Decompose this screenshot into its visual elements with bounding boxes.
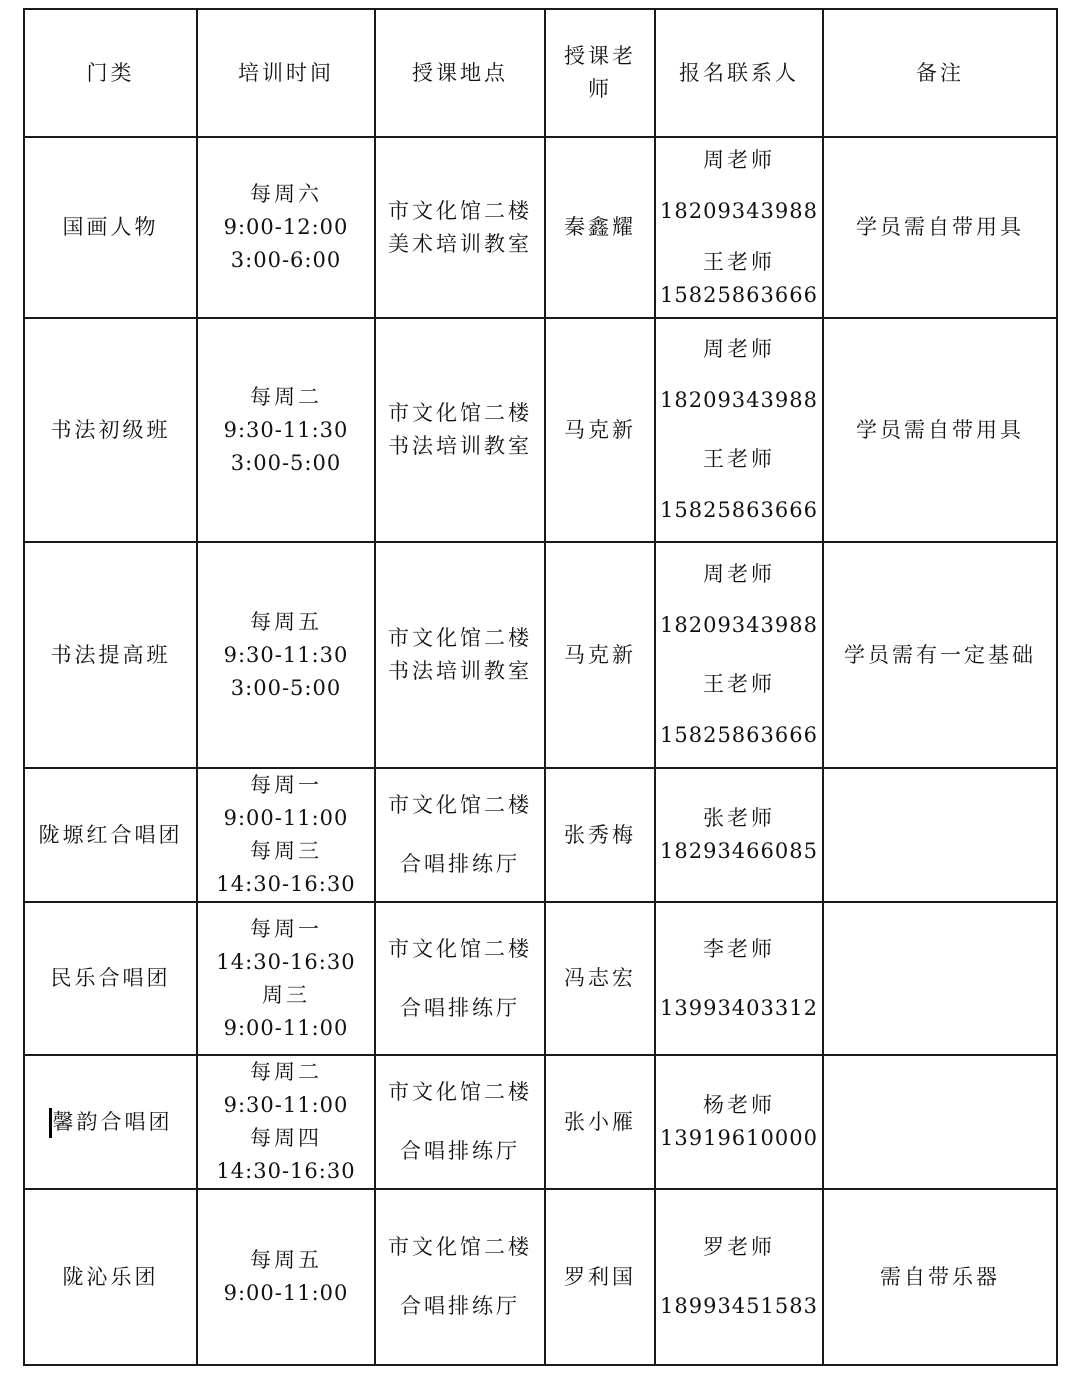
cell-category: 书法初级班	[24, 318, 197, 542]
header-category: 门类	[24, 9, 197, 137]
cell-category: 陇沁乐团	[24, 1189, 197, 1365]
cell-teacher: 张小雁	[545, 1055, 655, 1189]
cell-location: 市文化馆二楼 合唱排练厅	[375, 1055, 545, 1189]
cell-time: 每周二 9:30-11:00 每周四 14:30-16:30	[197, 1055, 375, 1189]
table-row	[24, 902, 1057, 1055]
table-header-row	[24, 9, 1057, 137]
table-row	[24, 137, 1057, 318]
header-notes: 备注	[823, 9, 1057, 137]
table-row	[24, 1055, 1057, 1189]
cell-notes	[823, 1055, 1057, 1189]
cell-notes	[823, 902, 1057, 1055]
training-schedule-table	[23, 8, 1058, 1366]
cell-teacher: 马克新	[545, 542, 655, 768]
cell-notes: 学员需自带用具	[823, 137, 1057, 318]
cell-time: 每周六 9:00-12:00 3:00-6:00	[197, 137, 375, 318]
cell-location: 市文化馆二楼 合唱排练厅	[375, 768, 545, 902]
cell-category: 民乐合唱团	[24, 902, 197, 1055]
cell-teacher: 张秀梅	[545, 768, 655, 902]
cell-time: 每周一 14:30-16:30 周三 9:00-11:00	[197, 902, 375, 1055]
cell-contact: 周老师 18209343988 王老师 15825863666	[655, 137, 823, 318]
table-row	[24, 768, 1057, 902]
cell-contact: 张老师 18293466085	[655, 768, 823, 902]
header-teacher: 授课老 师	[545, 9, 655, 137]
cell-time: 每周五 9:30-11:30 3:00-5:00	[197, 542, 375, 768]
table-row	[24, 318, 1057, 542]
cell-teacher: 冯志宏	[545, 902, 655, 1055]
cell-contact: 罗老师 18993451583	[655, 1189, 823, 1365]
cell-teacher: 秦鑫耀	[545, 137, 655, 318]
text-cursor-icon	[49, 1108, 52, 1138]
cell-location: 市文化馆二楼 合唱排练厅	[375, 1189, 545, 1365]
cell-time: 每周五 9:00-11:00	[197, 1189, 375, 1365]
cell-contact: 李老师 13993403312	[655, 902, 823, 1055]
table-row	[24, 1189, 1057, 1365]
cell-notes: 学员需有一定基础	[823, 542, 1057, 768]
cell-teacher: 马克新	[545, 318, 655, 542]
cell-notes: 需自带乐器	[823, 1189, 1057, 1365]
cell-time: 每周一 9:00-11:00 每周三 14:30-16:30	[197, 768, 375, 902]
cell-category: 陇塬红合唱团	[24, 768, 197, 902]
cell-category: 国画人物	[24, 137, 197, 318]
cell-contact: 周老师 18209343988 王老师 15825863666	[655, 542, 823, 768]
cell-contact: 周老师 18209343988 王老师 15825863666	[655, 318, 823, 542]
table-row	[24, 542, 1057, 768]
cell-location: 市文化馆二楼 书法培训教室	[375, 542, 545, 768]
header-contact: 报名联系人	[655, 9, 823, 137]
cell-location: 市文化馆二楼 美术培训教室	[375, 137, 545, 318]
cell-category: 书法提高班	[24, 542, 197, 768]
cell-notes: 学员需自带用具	[823, 318, 1057, 542]
cell-notes	[823, 768, 1057, 902]
cell-location: 市文化馆二楼 合唱排练厅	[375, 902, 545, 1055]
cell-time: 每周二 9:30-11:30 3:00-5:00	[197, 318, 375, 542]
cell-teacher: 罗利国	[545, 1189, 655, 1365]
header-location: 授课地点	[375, 9, 545, 137]
cell-category: 馨韵合唱团	[24, 1055, 197, 1189]
cell-contact: 杨老师 13919610000	[655, 1055, 823, 1189]
header-time: 培训时间	[197, 9, 375, 137]
cell-location: 市文化馆二楼 书法培训教室	[375, 318, 545, 542]
